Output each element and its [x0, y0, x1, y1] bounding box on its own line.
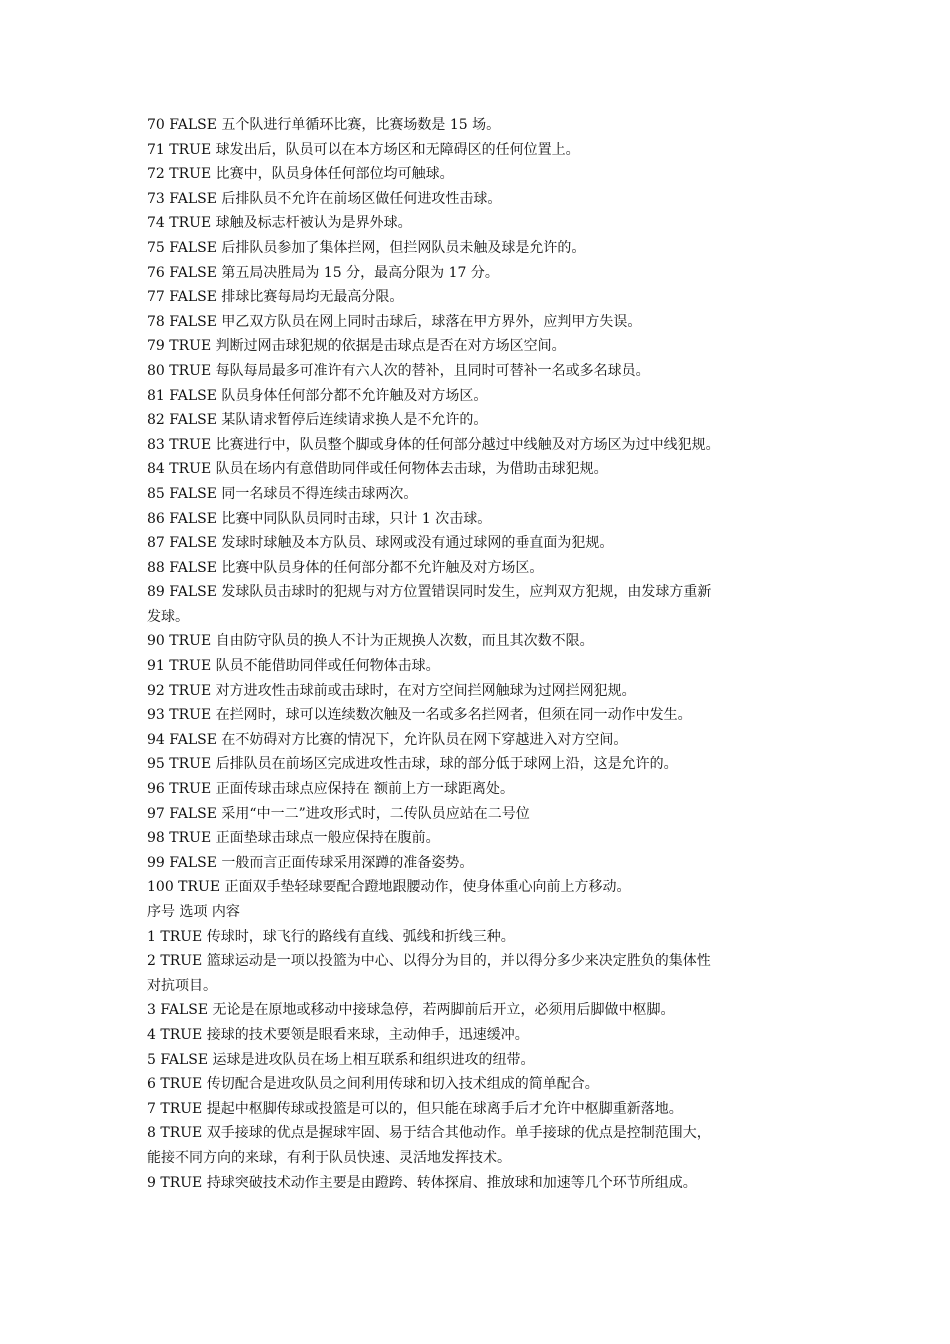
text-line: 83 TRUE 比赛进行中，队员整个脚或身体的任何部分越过中线触及对方场区为过中线犯规。 — [147, 436, 720, 453]
text-line: 1 TRUE 传球时，球飞行的路线有直线、弧线和折线三种。 — [147, 928, 515, 945]
text-line: 90 TRUE 自由防守队员的换人不计为正规换人次数，而且其次数不限。 — [147, 633, 594, 650]
text-line: 97 FALSE 采用“中一二”进攻形式时，二传队员应站在二号位 — [147, 805, 530, 822]
text-line: 发球。 — [147, 608, 189, 625]
text-line: 2 TRUE 篮球运动是一项以投篮为中心、以得分为目的，并以得分多少来决定胜负的集体性 — [147, 953, 711, 970]
text-line: 70 FALSE 五个队进行单循环比赛，比赛场数是 15 场。 — [147, 117, 501, 133]
text-line: 80 TRUE 每队每局最多可准许有六人次的替补，且同时可替补一名或多名球员。 — [147, 362, 650, 379]
text-line: 98 TRUE 正面垫球击球点一般应保持在腹前。 — [147, 830, 440, 847]
text-line: 100 TRUE 正面双手垫轻球要配合蹬地跟腰动作，使身体重心向前上方移动。 — [147, 879, 631, 896]
text-line: 75 FALSE 后排队员参加了集体拦网，但拦网队员未触及球是允许的。 — [147, 239, 586, 256]
text-line: 79 TRUE 判断过网击球犯规的依据是击球点是否在对方场区空间。 — [147, 338, 566, 355]
text-line: 74 TRUE 球触及标志杆被认为是界外球。 — [147, 215, 412, 232]
text-line: 99 FALSE 一般而言正面传球采用深蹲的准备姿势。 — [147, 854, 474, 871]
text-line: 76 FALSE 第五局决胜局为 15 分，最高分限为 17 分。 — [147, 264, 499, 281]
text-line: 72 TRUE 比赛中，队员身体任何部位均可触球。 — [147, 166, 454, 183]
text-line: 94 FALSE 在不妨碍对方比赛的情况下，允许队员在网下穿越进入对方空间。 — [147, 731, 628, 748]
text-line: 7 TRUE 提起中枢脚传球或投篮是可以的，但只能在球离手后才允许中枢脚重新落地。 — [147, 1100, 683, 1117]
text-line: 6 TRUE 传切配合是进攻队员之间利用传球和切入技术组成的简单配合。 — [147, 1076, 599, 1093]
text-line: 89 FALSE 发球队员击球时的犯规与对方位置错误同时发生，应判双方犯规，由发球方重新 — [147, 584, 712, 601]
text-line: 73 FALSE 后排队员不允许在前场区做任何进攻性击球。 — [147, 190, 502, 207]
document-page — [147, 113, 817, 1195]
text-line: 对抗项目。 — [147, 977, 217, 994]
text-line: 86 FALSE 比赛中同队队员同时击球，只计 1 次击球。 — [147, 510, 492, 527]
text-line: 能接不同方向的来球，有利于队员快速、灵活地发挥技术。 — [147, 1149, 511, 1166]
text-line: 82 FALSE 某队请求暂停后连续请求换人是不允许的。 — [147, 412, 488, 429]
text-line: 91 TRUE 队员不能借助同伴或任何物体击球。 — [147, 658, 440, 675]
text-line: 93 TRUE 在拦网时，球可以连续数次触及一名或多名拦网者，但须在同一动作中发生。 — [147, 707, 692, 724]
text-line: 3 FALSE 无论是在原地或移动中接球急停，若两脚前后开立，必须用后脚做中枢脚。 — [147, 1002, 675, 1019]
section-header-line: 序号 选项 内容 — [147, 904, 240, 920]
text-line: 78 FALSE 甲乙双方队员在网上同时击球后，球落在甲方界外，应判甲方失误。 — [147, 313, 642, 330]
text-line: 85 FALSE 同一名球员不得连续击球两次。 — [147, 485, 418, 502]
text-line: 4 TRUE 接球的技术要领是眼看来球，主动伸手，迅速缓冲。 — [147, 1026, 529, 1043]
text-line: 9 TRUE 持球突破技术动作主要是由蹬跨、转体探肩、推放球和加速等几个环节所组成。 — [147, 1174, 697, 1191]
text-line: 92 TRUE 对方进攻性击球前或击球时，在对方空间拦网触球为过网拦网犯规。 — [147, 682, 636, 699]
text-line: 87 FALSE 发球时球触及本方队员、球网或没有通过球网的垂直面为犯规。 — [147, 535, 614, 552]
text-line: 81 FALSE 队员身体任何部分都不允许触及对方场区。 — [147, 387, 488, 404]
text-line: 84 TRUE 队员在场内有意借助同伴或任何物体去击球，为借助击球犯规。 — [147, 461, 608, 478]
text-line: 96 TRUE 正面传球击球点应保持在 额前上方一球距离处。 — [147, 781, 515, 798]
text-line: 8 TRUE 双手接球的优点是握球牢固、易于结合其他动作。单手接球的优点是控制范围大， — [147, 1125, 711, 1142]
text-line: 77 FALSE 排球比赛每局均无最高分限。 — [147, 289, 404, 306]
text-line: 88 FALSE 比赛中队员身体的任何部分都不允许触及对方场区。 — [147, 559, 544, 576]
text-line: 71 TRUE 球发出后，队员可以在本方场区和无障碍区的任何位置上。 — [147, 141, 580, 158]
text-line: 5 FALSE 运球是进攻队员在场上相互联系和组织进攻的纽带。 — [147, 1051, 535, 1068]
text-line: 95 TRUE 后排队员在前场区完成进攻性击球，球的部分低于球网上沿，这是允许的。 — [147, 756, 678, 773]
